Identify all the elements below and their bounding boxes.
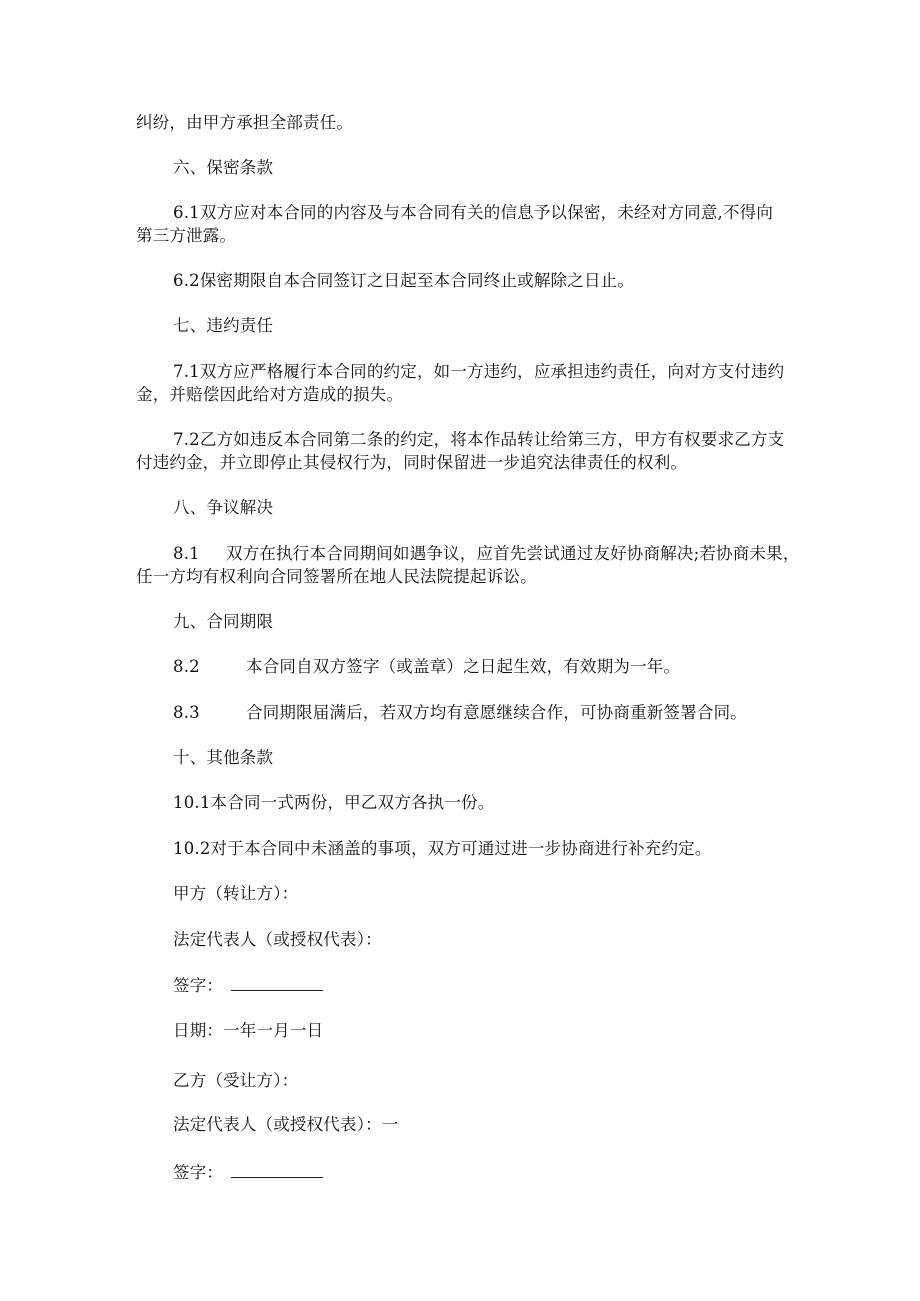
text-line: 纠纷，由甲方承担全部责任。: [136, 113, 354, 132]
signature-label: 签字：: [173, 1163, 224, 1182]
party-a-date-line: 日期：一年一月一日: [173, 1021, 324, 1040]
party-b-label: 乙方（受让方）：: [173, 1071, 299, 1090]
party-b-representative-label: 法定代表人（或授权代表）：一: [173, 1115, 399, 1134]
text-line: 10.2对于本合同中未涵盖的事项，双方可通过进一步协商进行补充约定。: [173, 839, 712, 858]
signature-blank-line: [231, 976, 323, 991]
party-b-signature-row: [173, 1163, 323, 1183]
text-line: 10.1本合同一式两份，甲乙双方各执一份。: [173, 793, 495, 812]
text-line: 6.1双方应对本合同的内容及与本合同有关的信息予以保密，未经对方同意,不得向: [173, 203, 774, 222]
party-a-representative-label: 法定代表人（或授权代表）：: [173, 930, 382, 949]
party-a-signature-row: [173, 976, 323, 996]
section-heading-other: 十、其他条款: [173, 748, 274, 767]
text-line: 7.1双方应严格履行本合同的约定，如一方违约，应承担违约责任，向对方支付违约: [173, 362, 785, 381]
text-line: 7.2乙方如违反本合同第二条的约定，将本作品转让给第三方，甲方有权要求乙方支: [173, 430, 785, 449]
clause-number: 8.2: [173, 657, 200, 676]
party-a-label: 甲方（转让方）：: [173, 884, 299, 903]
section-heading-dispute: 八、争议解决: [173, 498, 274, 517]
clause-number: 8.1: [173, 544, 200, 563]
text-line: 付违约金，并立即停止其侵权行为，同时保留进一步追究法律责任的权利。: [136, 453, 688, 472]
text-line: 6.2保密期限自本合同签订之日起至本合同终止或解除之日止。: [173, 271, 635, 290]
text-line: 合同期限届满后，若双方均有意愿继续合作，可协商重新签署合同。: [246, 703, 747, 722]
signature-label: 签字：: [173, 976, 224, 995]
text-line: 双方在执行本合同期间如遇争议，应首先尝试通过友好协商解决;若协商未果，: [226, 544, 800, 563]
signature-blank-line: [231, 1163, 323, 1178]
text-line: 金，并赔偿因此给对方造成的损失。: [136, 385, 404, 404]
section-heading-confidentiality: 六、保密条款: [173, 158, 274, 177]
text-line: 本合同自双方签字（或盖章）之日起生效，有效期为一年。: [246, 657, 681, 676]
section-heading-term: 九、合同期限: [173, 612, 274, 631]
text-line: 任一方均有权利向合同签署所在地人民法院提起诉讼。: [136, 567, 537, 586]
section-heading-breach: 七、违约责任: [173, 316, 274, 335]
text-line: 第三方泄露。: [136, 226, 237, 245]
clause-number: 8.3: [173, 703, 200, 722]
